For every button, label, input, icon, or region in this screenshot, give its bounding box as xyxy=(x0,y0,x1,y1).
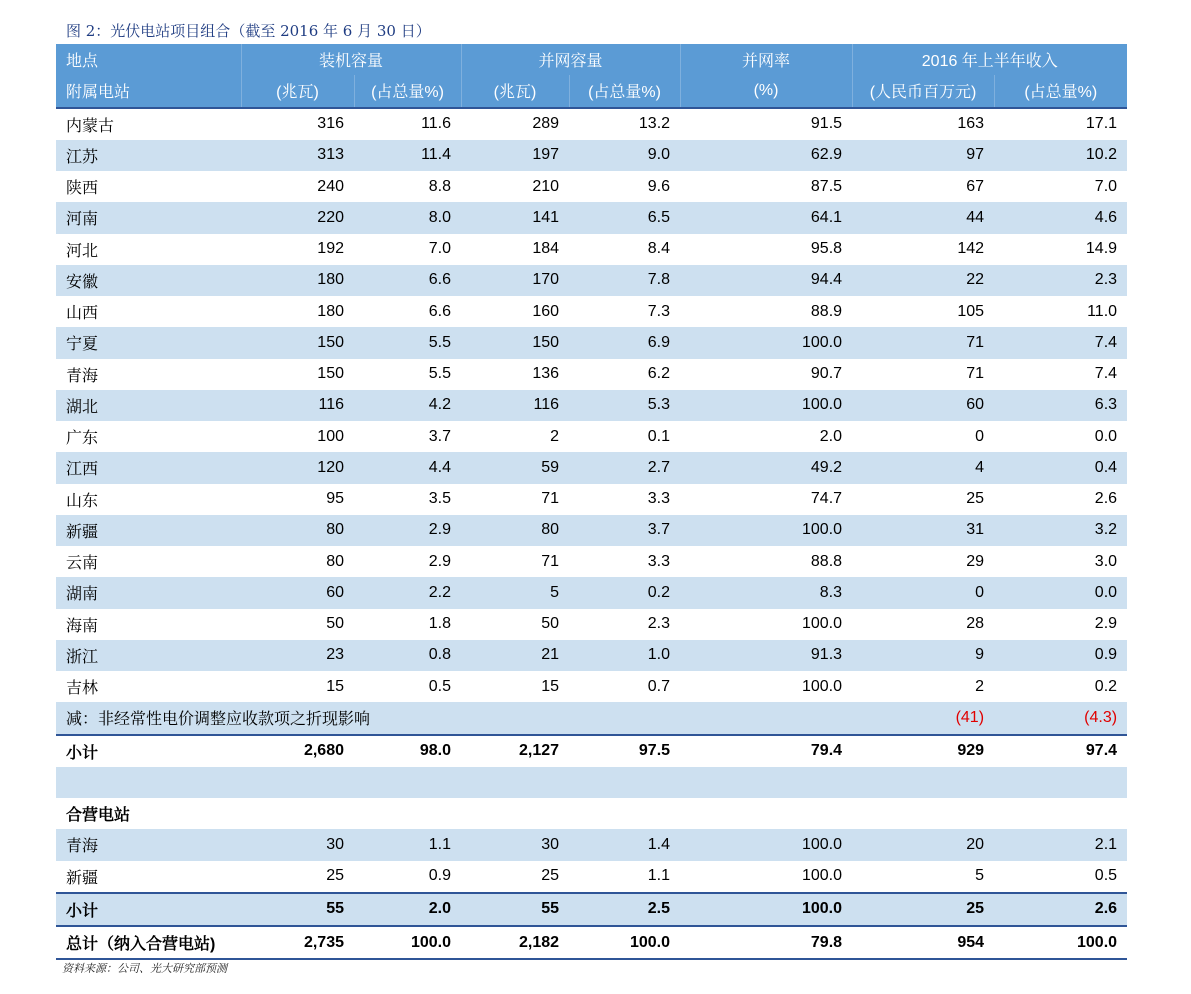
table-row xyxy=(56,829,1127,860)
location-cell: 湖北 xyxy=(56,390,241,421)
grid-rate-cell: 95.8 xyxy=(810,240,843,258)
table-row xyxy=(56,296,1127,327)
location-cell: 青海 xyxy=(66,367,99,385)
location-cell: 安徽 xyxy=(56,265,241,296)
pv-portfolio-table xyxy=(56,44,1127,960)
revenue-pct-cell: 2.3 xyxy=(994,265,1127,296)
installed-pct-cell: 3.5 xyxy=(428,490,452,508)
location-cell: 广东 xyxy=(66,430,99,448)
grid-pct-cell: 6.9 xyxy=(569,327,680,358)
grid-mw-cell: 289 xyxy=(532,115,560,133)
location-cell: 小计 xyxy=(56,893,241,926)
revenue-cell: 97 xyxy=(852,140,994,171)
header-affiliated-stations: 附属电站 xyxy=(56,75,241,107)
revenue-pct-cell: 100.0 xyxy=(994,926,1127,959)
adjustment-pct: (4.3) xyxy=(994,702,1127,734)
table-row xyxy=(56,671,1127,702)
header-unit-pct: (占总量%) xyxy=(569,75,680,107)
revenue-pct-cell: 0.5 xyxy=(1094,867,1118,885)
grid-rate-cell: 88.8 xyxy=(810,552,843,570)
installed-mw-cell: 2,680 xyxy=(241,735,354,767)
grid-pct-cell: 9.0 xyxy=(569,140,680,171)
installed-pct-cell: 0.9 xyxy=(428,867,452,885)
grid-pct-cell: 1.4 xyxy=(569,829,680,860)
grid-rate-cell: 49.2 xyxy=(680,452,852,483)
installed-mw-cell: 50 xyxy=(326,615,344,633)
installed-mw-cell: 120 xyxy=(241,452,354,483)
revenue-pct-cell: 2.6 xyxy=(994,893,1127,926)
grid-mw-cell: 136 xyxy=(532,365,560,383)
grid-pct-cell: 0.2 xyxy=(569,577,680,608)
location-cell: 总计（纳入合营电站) xyxy=(56,926,241,959)
grid-rate-cell: 87.5 xyxy=(810,177,843,195)
grid-pct-cell: 7.3 xyxy=(647,302,671,320)
table-row xyxy=(56,484,1127,515)
table-row xyxy=(56,640,1127,671)
table-row xyxy=(56,202,1127,233)
installed-mw-cell: 220 xyxy=(241,202,354,233)
jv-subtotal-row xyxy=(56,893,1127,926)
location-cell: 新疆 xyxy=(66,869,99,887)
grid-pct-cell: 2.3 xyxy=(647,615,671,633)
installed-mw-cell: 30 xyxy=(241,829,354,860)
grid-rate-cell: 100.0 xyxy=(680,893,852,926)
grid-rate-cell: 100.0 xyxy=(680,390,852,421)
installed-mw-cell: 95 xyxy=(326,490,344,508)
installed-pct-cell: 5.5 xyxy=(354,327,461,358)
grid-rate-cell: 100.0 xyxy=(680,327,852,358)
adjustment-revenue: (41) xyxy=(852,702,994,734)
revenue-pct-cell: 11.0 xyxy=(1087,302,1118,320)
installed-pct-cell: 2.9 xyxy=(354,515,461,546)
revenue-pct-cell: 0.2 xyxy=(1094,677,1118,695)
revenue-cell: 142 xyxy=(957,240,985,258)
grid-rate-cell: 100.0 xyxy=(801,615,843,633)
installed-pct-cell: 5.5 xyxy=(428,365,452,383)
adjustment-label: 减：非经常性电价调整应收款项之折现影响 xyxy=(56,702,852,734)
installed-mw-cell: 60 xyxy=(241,577,354,608)
grid-pct-cell: 0.7 xyxy=(647,677,671,695)
grid-rate-cell: 79.4 xyxy=(680,735,852,767)
grid-pct-cell: 1.1 xyxy=(647,867,671,885)
spacer-row xyxy=(56,767,1127,798)
grid-pct-cell: 6.5 xyxy=(569,202,680,233)
grid-mw-cell: 150 xyxy=(461,327,569,358)
revenue-cell: 71 xyxy=(852,327,994,358)
revenue-cell: 25 xyxy=(852,893,994,926)
header-row-1 xyxy=(56,44,1127,75)
installed-pct-cell: 98.0 xyxy=(354,735,461,767)
revenue-pct-cell: 2.9 xyxy=(1094,615,1118,633)
location-cell: 新疆 xyxy=(56,515,241,546)
revenue-pct-cell: 2.6 xyxy=(1094,490,1118,508)
table-row xyxy=(56,452,1127,483)
grid-pct-cell: 97.5 xyxy=(569,735,680,767)
header-grid-rate: 并网率 xyxy=(680,44,852,75)
grid-pct-cell: 3.3 xyxy=(647,490,671,508)
installed-mw-cell: 100 xyxy=(317,427,344,445)
revenue-pct-cell: 0.0 xyxy=(994,577,1127,608)
installed-mw-cell: 116 xyxy=(241,390,354,421)
grid-mw-cell: 210 xyxy=(532,177,560,195)
installed-mw-cell: 25 xyxy=(326,867,344,885)
installed-pct-cell: 0.5 xyxy=(428,677,452,695)
installed-pct-cell: 1.8 xyxy=(428,615,452,633)
installed-mw-cell: 80 xyxy=(326,552,344,570)
revenue-cell: 0 xyxy=(975,427,985,445)
installed-pct-cell: 2.9 xyxy=(428,552,452,570)
revenue-pct-cell: 17.1 xyxy=(1085,115,1118,133)
revenue-pct-cell: 3.0 xyxy=(1094,552,1118,570)
table-row xyxy=(56,515,1127,546)
revenue-pct-cell: 97.4 xyxy=(994,735,1127,767)
installed-pct-cell: 3.7 xyxy=(428,427,452,445)
grid-rate-cell: 91.5 xyxy=(810,115,843,133)
location-cell: 山西 xyxy=(66,305,99,323)
revenue-pct-cell: 0.9 xyxy=(994,640,1127,671)
installed-mw-cell: 150 xyxy=(317,365,344,383)
installed-pct-cell: 1.1 xyxy=(354,829,461,860)
installed-pct-cell: 11.4 xyxy=(354,140,461,171)
header-row-2 xyxy=(56,75,1127,107)
location-cell: 山东 xyxy=(66,492,99,510)
adjustment-row xyxy=(56,702,1127,734)
grid-rate-cell: 79.8 xyxy=(680,926,852,959)
revenue-cell: 60 xyxy=(852,390,994,421)
table-row xyxy=(56,546,1127,577)
grid-mw-cell: 197 xyxy=(461,140,569,171)
installed-pct-cell: 8.0 xyxy=(354,202,461,233)
grid-pct-cell: 2.7 xyxy=(569,452,680,483)
revenue-cell: 2 xyxy=(975,677,985,695)
revenue-cell: 20 xyxy=(852,829,994,860)
revenue-cell: 31 xyxy=(852,515,994,546)
grid-rate-cell: 62.9 xyxy=(680,140,852,171)
grid-mw-cell: 2 xyxy=(550,427,560,445)
grid-mw-cell: 55 xyxy=(461,893,569,926)
installed-mw-cell: 80 xyxy=(241,515,354,546)
grid-mw-cell: 2,127 xyxy=(461,735,569,767)
installed-mw-cell: 180 xyxy=(241,265,354,296)
grid-mw-cell: 170 xyxy=(461,265,569,296)
table-row xyxy=(56,108,1127,140)
grid-pct-cell: 3.7 xyxy=(569,515,680,546)
grid-mw-cell: 184 xyxy=(532,240,560,258)
table-row xyxy=(56,234,1127,265)
header-grid-capacity: 并网容量 xyxy=(461,44,680,75)
location-cell: 小计 xyxy=(56,735,241,767)
table-row xyxy=(56,390,1127,421)
header-unit-mw: (兆瓦) xyxy=(461,75,569,107)
revenue-pct-cell: 14.9 xyxy=(1085,240,1118,258)
subtotal-row xyxy=(56,735,1127,767)
revenue-pct-cell: 2.1 xyxy=(994,829,1127,860)
installed-pct-cell: 6.6 xyxy=(428,302,452,320)
grand-total-row xyxy=(56,926,1127,959)
installed-pct-cell: 11.6 xyxy=(421,115,452,133)
revenue-pct-cell: 10.2 xyxy=(994,140,1127,171)
revenue-cell: 0 xyxy=(852,577,994,608)
revenue-pct-cell: 3.2 xyxy=(994,515,1127,546)
revenue-cell: 9 xyxy=(852,640,994,671)
revenue-cell: 44 xyxy=(852,202,994,233)
installed-pct-cell: 7.0 xyxy=(428,240,452,258)
location-cell: 海南 xyxy=(66,617,99,635)
revenue-pct-cell: 6.3 xyxy=(994,390,1127,421)
installed-mw-cell: 316 xyxy=(317,115,344,133)
revenue-pct-cell: 4.6 xyxy=(994,202,1127,233)
revenue-cell: 163 xyxy=(957,115,985,133)
grid-rate-cell: 88.9 xyxy=(810,302,843,320)
revenue-cell: 929 xyxy=(852,735,994,767)
revenue-pct-cell: 0.4 xyxy=(994,452,1127,483)
revenue-cell: 67 xyxy=(966,177,985,195)
revenue-cell: 4 xyxy=(852,452,994,483)
location-cell: 宁夏 xyxy=(56,327,241,358)
location-cell: 浙江 xyxy=(56,640,241,671)
location-cell: 青海 xyxy=(56,829,241,860)
location-cell: 河北 xyxy=(66,242,99,260)
table-row xyxy=(56,421,1127,452)
installed-pct-cell: 8.8 xyxy=(428,177,452,195)
installed-mw-cell: 15 xyxy=(326,677,344,695)
installed-pct-cell: 6.6 xyxy=(354,265,461,296)
grid-pct-cell: 13.2 xyxy=(638,115,671,133)
grid-pct-cell: 7.8 xyxy=(569,265,680,296)
table-row xyxy=(56,327,1127,358)
grid-pct-cell: 8.4 xyxy=(647,240,671,258)
revenue-pct-cell: 0.0 xyxy=(1094,427,1118,445)
revenue-cell: 25 xyxy=(966,490,985,508)
table-row xyxy=(56,861,1127,893)
installed-pct-cell: 2.2 xyxy=(354,577,461,608)
installed-pct-cell: 4.2 xyxy=(354,390,461,421)
installed-pct-cell: 2.0 xyxy=(354,893,461,926)
grid-rate-cell: 100.0 xyxy=(680,829,852,860)
header-unit-rmb: (人民币百万元) xyxy=(852,75,994,107)
grid-mw-cell: 71 xyxy=(541,490,560,508)
revenue-cell: 954 xyxy=(852,926,994,959)
table-row xyxy=(56,577,1127,608)
grid-pct-cell: 5.3 xyxy=(569,390,680,421)
revenue-cell: 22 xyxy=(852,265,994,296)
grid-rate-cell: 2.0 xyxy=(819,427,843,445)
grid-rate-cell: 94.4 xyxy=(680,265,852,296)
grid-mw-cell: 15 xyxy=(541,677,560,695)
installed-pct-cell: 100.0 xyxy=(354,926,461,959)
table-caption: 图 2：光伏电站项目组合（截至 2016 年 6 月 30 日） xyxy=(66,22,431,40)
grid-mw-cell: 71 xyxy=(541,552,560,570)
grid-pct-cell: 1.0 xyxy=(569,640,680,671)
table-row xyxy=(56,140,1127,171)
grid-mw-cell: 59 xyxy=(461,452,569,483)
installed-mw-cell: 192 xyxy=(317,240,344,258)
header-unit-pct: (占总量%) xyxy=(354,75,461,107)
installed-mw-cell: 150 xyxy=(241,327,354,358)
installed-mw-cell: 240 xyxy=(317,177,344,195)
grid-mw-cell: 25 xyxy=(541,867,560,885)
location-cell: 江苏 xyxy=(56,140,241,171)
revenue-cell: 29 xyxy=(966,552,985,570)
table-row xyxy=(56,265,1127,296)
location-cell: 湖南 xyxy=(56,577,241,608)
location-cell: 河南 xyxy=(56,202,241,233)
table-row xyxy=(56,359,1127,390)
grid-mw-cell: 21 xyxy=(461,640,569,671)
source-note: 资料来源：公司、光大研究部预测 xyxy=(62,962,227,975)
location-cell: 吉林 xyxy=(66,680,99,698)
revenue-pct-cell: 7.0 xyxy=(1094,177,1118,195)
installed-mw-cell: 55 xyxy=(241,893,354,926)
grid-mw-cell: 80 xyxy=(461,515,569,546)
installed-pct-cell: 0.8 xyxy=(354,640,461,671)
grid-rate-cell: 100.0 xyxy=(801,867,843,885)
grid-rate-cell: 91.3 xyxy=(680,640,852,671)
grid-pct-cell: 100.0 xyxy=(569,926,680,959)
jv-section-title: 合营电站 xyxy=(66,807,131,825)
location-cell: 陕西 xyxy=(66,180,99,198)
location-cell: 云南 xyxy=(66,555,99,573)
grid-mw-cell: 30 xyxy=(461,829,569,860)
grid-pct-cell: 3.3 xyxy=(647,552,671,570)
installed-mw-cell: 2,735 xyxy=(241,926,354,959)
revenue-cell: 28 xyxy=(966,615,985,633)
table-row xyxy=(56,609,1127,640)
grid-rate-cell: 100.0 xyxy=(801,677,843,695)
installed-mw-cell: 180 xyxy=(317,302,344,320)
grid-mw-cell: 2,182 xyxy=(461,926,569,959)
spacer-cell xyxy=(56,767,1127,798)
table-row xyxy=(56,171,1127,202)
grid-pct-cell: 2.5 xyxy=(569,893,680,926)
grid-rate-cell: 100.0 xyxy=(680,515,852,546)
grid-pct-cell: 6.2 xyxy=(647,365,671,383)
grid-mw-cell: 5 xyxy=(461,577,569,608)
header-unit-pct: (占总量%) xyxy=(994,75,1127,107)
grid-rate-cell: 90.7 xyxy=(810,365,843,383)
header-unit-mw: (兆瓦) xyxy=(241,75,354,107)
header-location: 地点 xyxy=(56,44,241,75)
header-unit-rate: (%) xyxy=(680,75,852,107)
installed-mw-cell: 23 xyxy=(241,640,354,671)
grid-mw-cell: 141 xyxy=(461,202,569,233)
revenue-cell: 105 xyxy=(957,302,985,320)
grid-rate-cell: 64.1 xyxy=(680,202,852,233)
revenue-cell: 71 xyxy=(966,365,985,383)
revenue-pct-cell: 7.4 xyxy=(1094,365,1118,383)
header-installed-capacity: 装机容量 xyxy=(241,44,461,75)
installed-pct-cell: 4.4 xyxy=(354,452,461,483)
grid-mw-cell: 116 xyxy=(461,390,569,421)
grid-pct-cell: 9.6 xyxy=(647,177,671,195)
location-cell: 江西 xyxy=(56,452,241,483)
grid-pct-cell: 0.1 xyxy=(647,427,671,445)
grid-rate-cell: 74.7 xyxy=(810,490,843,508)
section-title-row xyxy=(56,798,1127,829)
grid-rate-cell: 8.3 xyxy=(680,577,852,608)
installed-mw-cell: 313 xyxy=(241,140,354,171)
revenue-cell: 5 xyxy=(975,867,985,885)
grid-mw-cell: 50 xyxy=(541,615,560,633)
grid-mw-cell: 160 xyxy=(532,302,560,320)
location-cell: 内蒙古 xyxy=(66,117,115,135)
revenue-pct-cell: 7.4 xyxy=(994,327,1127,358)
header-revenue: 2016 年上半年收入 xyxy=(852,44,1127,75)
